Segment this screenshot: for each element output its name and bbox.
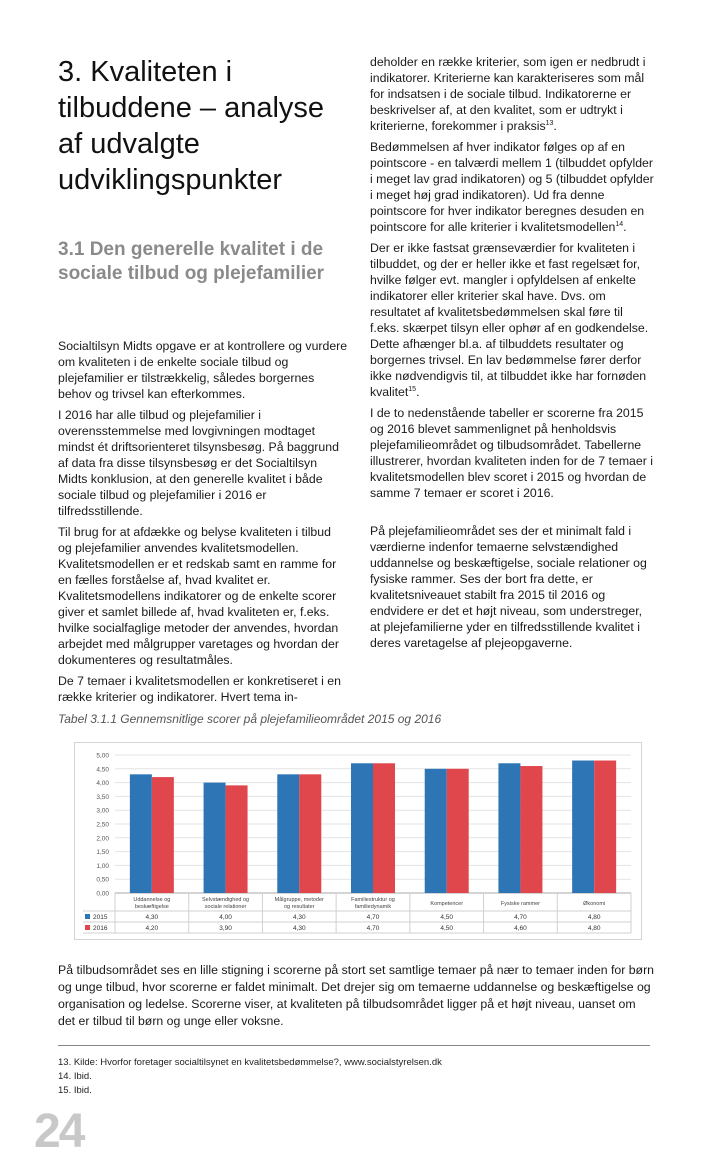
- x-tick-label: og resultater: [283, 904, 315, 910]
- x-tick-label: Fysiske rammer: [500, 901, 540, 907]
- footnote-divider: [58, 1045, 650, 1046]
- data-label: 4,70: [366, 914, 380, 921]
- table-caption: Tabel 3.1.1 Gennemsnitlige scorer på plejefamilieområdet 2015 og 2016: [58, 712, 442, 726]
- bar-2016: [520, 766, 542, 893]
- footnote-ref: 15: [408, 385, 417, 393]
- legend-label: 2015: [93, 914, 108, 921]
- bar-2015: [425, 769, 447, 893]
- x-tick-label: Selvstændighed og: [202, 897, 250, 903]
- x-tick-label: beskæftigelse: [134, 904, 169, 910]
- page-title: 3. Kvaliteten i tilbuddene – analyse af udvalgte udviklingspunkter: [58, 56, 325, 196]
- paragraph: deholder en række kriterier, som igen er nedbrudt i indikatorer. Kriterierne kan karakteriseres som mål for indsatsen i de sociale tilbud. Indikatorerne er beskrivelser af, at den kvalitet, som er udtrykt i kriterierne, forekommer i praksis$^{13}$.: [370, 55, 646, 133]
- paragraph: I de to nedenstående tabeller er scorerne fra 2015 og 2016 blevet sammenlignet på henholdsvis plejefamilieområdet og tilbudsområdet. Tabellerne illustrerer, hvordan kvaliteten inden for de 7 temaer i kvalitetsmodellen blev scoret i 2015 og hvordan de samme 7 temaer er scoret i 2016.: [370, 406, 653, 500]
- footnote: 13. Kilde: Hvorfor foretager socialtilsynet en kvalitetsbedømmelse?, www.socialstyrelsen.dk: [58, 1057, 442, 1068]
- bar-2016: [152, 777, 174, 893]
- bar-2015: [351, 763, 373, 893]
- x-tick-label: Økonomi: [583, 901, 606, 907]
- paragraph: Der er ikke fastsat grænseværdier for kvaliteten i tilbuddet, og der er heller ikke et fast regelsæt for, hvilke følger evt. mangler i opfyldelsen af enkelte indikatorer eller kriterier skal have. Dvs. om resultatet af kvalitetsbedømmelsen skal føre til f.eks. skærpet tilsyn eller ophør af en godkendelse. Dette afhænger bl.a. af tilbuddets resultater og borgernes trivsel. En lav bedømmelse fører derfor ikke nødvendigvis til, at tilbuddet ikke har fornøden kvalitet$^{15}$.: [370, 241, 649, 399]
- x-tick-label: Kompetencer: [430, 901, 464, 907]
- bar-2016: [299, 774, 321, 893]
- data-label: 4,20: [145, 925, 159, 932]
- bar-2016: [594, 761, 616, 893]
- x-tick-label: sociale relationer: [204, 904, 247, 910]
- paragraph: På plejefamilieområdet ses der et minimalt fald i værdierne indenfor temaerne selvstændighed uddannelse og beskæftigelse, sociale relationer og fysiske rammer. Ses der bort fra dette, er kvalitetsniveauet stabilt fra 2015 til 2016 og endvidere er det et højt niveau, som understreger, at plejefamilierne yder en tilfredsstillende kvalitet i deres varetagelse af plejeopgaverne.: [370, 524, 647, 650]
- y-tick-label: 3,00: [96, 807, 109, 815]
- paragraph: Bedømmelsen af hver indikator følges op af en pointscore - en talværdi mellem 1 (tilbuddet opfylder i meget lav grad indikatoren) og 5 (tilbuddet opfylder i meget høj grad indikatoren). Ud fra denne pointscore for hver indikator beregnes desuden en pointscore for alle kriterier i kvalitetsmodellen$^{14}$.: [370, 140, 654, 234]
- paragraph: De 7 temaer i kvalitetsmodellen er konkretiseret i en række kriterier og indikatorer. Hvert tema in-: [58, 674, 341, 704]
- y-tick-label: 4,50: [96, 766, 109, 774]
- y-tick-label: 5,00: [96, 752, 109, 760]
- bar-2016: [373, 763, 395, 893]
- x-tick-label: Uddannelse og: [133, 897, 171, 903]
- y-tick-label: 0,00: [96, 890, 109, 898]
- data-label: 4,50: [440, 925, 454, 932]
- bar-2015: [498, 763, 520, 893]
- y-tick-label: 2,50: [96, 821, 109, 829]
- x-tick-label: familiedynamik: [354, 904, 392, 910]
- data-label: 4,30: [292, 925, 306, 932]
- bar-2015: [204, 783, 226, 893]
- footnote-ref: 14: [615, 220, 624, 228]
- x-tick-label: Målgruppe, metoder: [274, 897, 324, 903]
- bar-2015: [277, 774, 299, 893]
- chart-canvas: [75, 743, 641, 939]
- data-label: 4,30: [145, 914, 159, 921]
- bar-2015: [572, 761, 594, 893]
- paragraph: På tilbudsområdet ses en lille stigning i scorerne på stort set samtlige temaer på nær to temaer inden for børn og unge tilbud, hvor scorerne er faldet minimalt. Det drejer sig om temaerne uddannelse og beskæftigelse og organisation og ledelse. Scorerne viser, at kvaliteten på tilbudsområdet ligger på et højt niveau, uanset om det er tilbud til børn og unge eller voksne.: [58, 963, 655, 1028]
- footnote-ref: 13: [545, 119, 554, 127]
- y-tick-label: 3,50: [96, 793, 109, 801]
- legend-swatch-2015: [85, 914, 90, 919]
- y-tick-label: 2,00: [96, 835, 109, 843]
- bar-2016: [447, 769, 469, 893]
- legend-label: 2016: [93, 925, 108, 932]
- text-column-right: [370, 54, 654, 656]
- paragraph: I 2016 har alle tilbud og plejefamilier i overensstemmelse med lovgivningen modtaget mindst ét driftsorienteret tilsynsbesøg. På baggrund af data fra disse tilsynsbesøg er det Socialtilsyn Midts konklusion, at den generelle kvalitet i både sociale tilbud og plejefamilier i 2016 er tilfredsstillende.: [58, 408, 339, 518]
- y-tick-label: 0,50: [96, 876, 109, 884]
- footnote: 14. Ibid.: [58, 1071, 92, 1082]
- text-column-left: [58, 338, 348, 710]
- y-tick-label: 1,00: [96, 862, 109, 870]
- data-label: 4,00: [219, 914, 232, 921]
- data-label: 4,30: [292, 914, 306, 921]
- bar-chart: [74, 742, 642, 940]
- data-label: 4,80: [587, 914, 601, 921]
- data-label: 4,70: [366, 925, 380, 932]
- bar-2015: [130, 774, 152, 893]
- page-number: 24: [34, 1105, 84, 1158]
- footnote: 15. Ibid.: [58, 1085, 92, 1096]
- section-heading: 3.1 Den generelle kvalitet i de sociale tilbud og plejefamilier: [58, 239, 325, 284]
- data-label: 4,50: [440, 914, 454, 921]
- legend-swatch-2016: [85, 925, 90, 930]
- paragraph: Til brug for at afdække og belyse kvaliteten i tilbud og plejefamilier anvendes kvalitetsmodellen. Kvalitetsmodellen er et redskab samt en ramme for en fælles forståelse af, hvad kvalitet er. Kvalitetsmodellens indikatorer og de enkelte scorer giver et samlet billede af, hvad kvaliteten er, f.eks. hvilke socialfaglige metoder der anvendes, hvordan arbejdet med målgrupper varetages og hvordan der dokumenteres og resultatmåles.: [58, 525, 339, 667]
- y-tick-label: 1,50: [96, 849, 109, 857]
- data-label: 3,90: [219, 925, 232, 932]
- bar-2016: [226, 785, 248, 893]
- x-tick-label: Familiestruktur og: [351, 897, 395, 903]
- data-label: 4,80: [587, 925, 601, 932]
- y-tick-label: 4,00: [96, 780, 109, 788]
- data-label: 4,70: [514, 914, 527, 921]
- data-label: 4,60: [514, 925, 527, 932]
- paragraph: Socialtilsyn Midts opgave er at kontrollere og vurdere om kvaliteten i de enkelte sociale tilbud og plejefamilier er tilstrækkelig, således borgernes behov og trivsel kan efterkommes.: [58, 339, 348, 401]
